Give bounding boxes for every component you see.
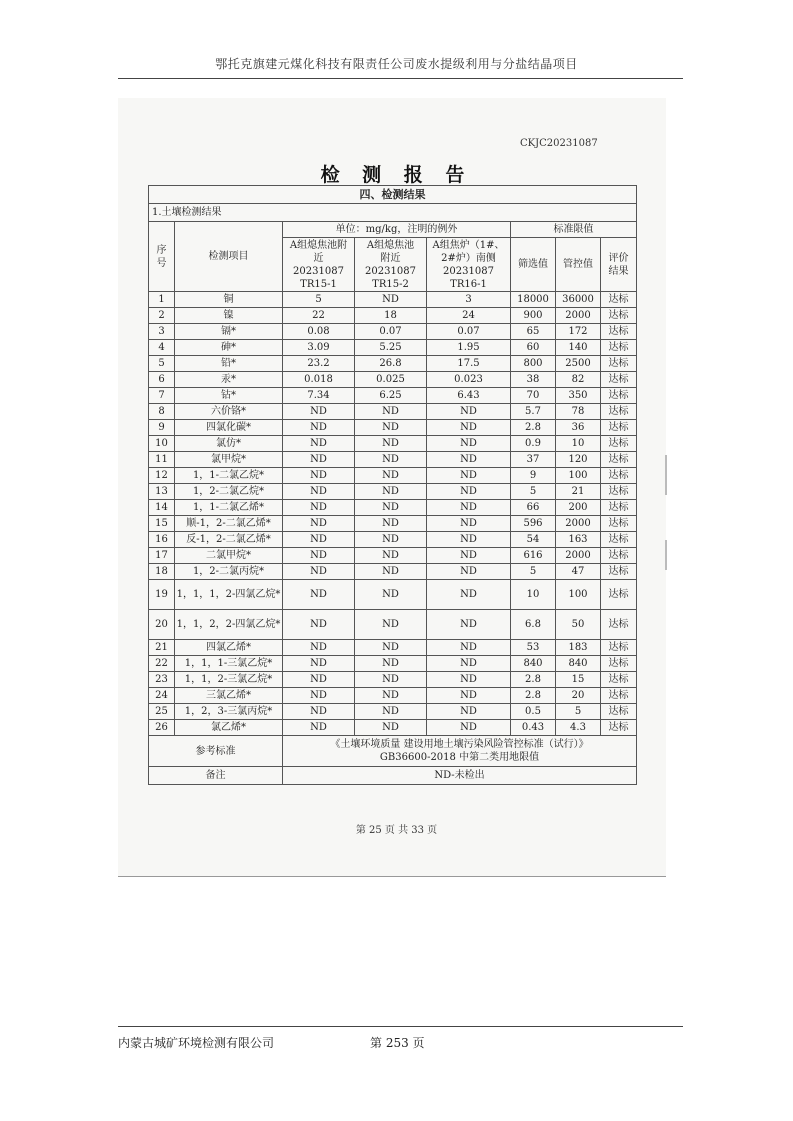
cell-control: 15 <box>556 672 601 688</box>
cell-sample-2: 6.25 <box>355 388 427 404</box>
cell-sample-3: ND <box>427 484 511 500</box>
cell-sample-1: ND <box>283 640 355 656</box>
cell-control: 82 <box>556 372 601 388</box>
soil-results-table <box>148 185 637 785</box>
cell-item: 反-1，2-二氯乙烯* <box>175 532 283 548</box>
cell-item: 1，1，1，2-四氯乙烷* <box>175 580 283 610</box>
cell-screen: 6.8 <box>511 610 556 640</box>
cell-sample-3: 0.023 <box>427 372 511 388</box>
table-row <box>149 656 637 672</box>
cell-seq: 24 <box>149 688 175 704</box>
cell-screen: 60 <box>511 340 556 356</box>
cell-result: 达标 <box>601 704 637 720</box>
cell-control: 36000 <box>556 292 601 308</box>
unit-note: 单位：mg/kg，注明的例外 <box>283 222 511 238</box>
cell-sample-2: ND <box>355 656 427 672</box>
cell-screen: 65 <box>511 324 556 340</box>
col-header-sample-2: A组熄焦池 附近 20231087 TR15-2 <box>355 238 427 292</box>
cell-seq: 2 <box>149 308 175 324</box>
cell-item: 镉* <box>175 324 283 340</box>
cell-sample-1: ND <box>283 532 355 548</box>
cell-result: 达标 <box>601 324 637 340</box>
cell-result: 达标 <box>601 610 637 640</box>
cell-sample-3: ND <box>427 672 511 688</box>
cell-sample-3: 24 <box>427 308 511 324</box>
cell-result: 达标 <box>601 420 637 436</box>
cell-sample-2: ND <box>355 640 427 656</box>
cell-result: 达标 <box>601 484 637 500</box>
cell-control: 840 <box>556 656 601 672</box>
cell-item: 四氯化碳* <box>175 420 283 436</box>
cell-seq: 17 <box>149 548 175 564</box>
table-row <box>149 564 637 580</box>
cell-sample-1: ND <box>283 720 355 736</box>
cell-item: 1，1，2，2-四氯乙烷* <box>175 610 283 640</box>
cell-seq: 9 <box>149 420 175 436</box>
cell-sample-2: ND <box>355 672 427 688</box>
cell-sample-3: ND <box>427 516 511 532</box>
scan-edge-mark <box>665 540 667 570</box>
cell-sample-2: 18 <box>355 308 427 324</box>
cell-sample-3: 0.07 <box>427 324 511 340</box>
cell-control: 36 <box>556 420 601 436</box>
cell-sample-2: ND <box>355 516 427 532</box>
cell-screen: 0.9 <box>511 436 556 452</box>
cell-sample-3: ND <box>427 436 511 452</box>
cell-item: 1，1-二氯乙烯* <box>175 500 283 516</box>
table-row <box>149 500 637 516</box>
cell-sample-3: ND <box>427 704 511 720</box>
cell-seq: 16 <box>149 532 175 548</box>
cell-control: 5 <box>556 704 601 720</box>
cell-seq: 14 <box>149 500 175 516</box>
cell-sample-3: ND <box>427 452 511 468</box>
cell-sample-3: ND <box>427 720 511 736</box>
note-label: 备注 <box>149 767 283 785</box>
cell-item: 1，1，1-三氯乙烷* <box>175 656 283 672</box>
cell-sample-2: ND <box>355 468 427 484</box>
cell-sample-2: ND <box>355 452 427 468</box>
cell-item: 四氯乙烯* <box>175 640 283 656</box>
table-row <box>149 388 637 404</box>
cell-sample-1: 0.018 <box>283 372 355 388</box>
cell-screen: 53 <box>511 640 556 656</box>
cell-item: 砷* <box>175 340 283 356</box>
cell-result: 达标 <box>601 548 637 564</box>
col-header-screen: 筛选值 <box>511 238 556 292</box>
cell-result: 达标 <box>601 516 637 532</box>
section-title: 四、检测结果 <box>149 186 637 204</box>
cell-item: 钴* <box>175 388 283 404</box>
cell-sample-2: ND <box>355 548 427 564</box>
cell-control: 200 <box>556 500 601 516</box>
cell-screen: 70 <box>511 388 556 404</box>
cell-control: 50 <box>556 610 601 640</box>
cell-sample-1: 22 <box>283 308 355 324</box>
table-row <box>149 704 637 720</box>
table-row <box>149 468 637 484</box>
cell-sample-2: ND <box>355 420 427 436</box>
cell-control: 100 <box>556 468 601 484</box>
cell-sample-3: ND <box>427 548 511 564</box>
results-table-wrapper <box>148 185 636 785</box>
cell-result: 达标 <box>601 340 637 356</box>
cell-control: 21 <box>556 484 601 500</box>
cell-sample-1: ND <box>283 436 355 452</box>
cell-control: 2000 <box>556 516 601 532</box>
cell-item: 铅* <box>175 356 283 372</box>
cell-control: 2500 <box>556 356 601 372</box>
cell-control: 163 <box>556 532 601 548</box>
cell-screen: 5.7 <box>511 404 556 420</box>
cell-screen: 616 <box>511 548 556 564</box>
cell-result: 达标 <box>601 640 637 656</box>
cell-sample-3: ND <box>427 500 511 516</box>
cell-item: 镍 <box>175 308 283 324</box>
cell-result: 达标 <box>601 436 637 452</box>
cell-result: 达标 <box>601 688 637 704</box>
cell-control: 172 <box>556 324 601 340</box>
cell-sample-2: 0.025 <box>355 372 427 388</box>
cell-sample-3: 3 <box>427 292 511 308</box>
cell-result: 达标 <box>601 564 637 580</box>
cell-sample-1: ND <box>283 580 355 610</box>
cell-sample-1: ND <box>283 704 355 720</box>
header-rule <box>118 78 683 79</box>
cell-sample-2: ND <box>355 580 427 610</box>
cell-sample-3: 1.95 <box>427 340 511 356</box>
report-page-number: 第 25 页 共 33 页 <box>355 825 438 836</box>
cell-result: 达标 <box>601 388 637 404</box>
cell-seq: 10 <box>149 436 175 452</box>
footer-page-number: 第 253 页 <box>370 1036 425 1050</box>
table-row <box>149 340 637 356</box>
table-row <box>149 688 637 704</box>
cell-seq: 12 <box>149 468 175 484</box>
scan-bottom-rule <box>118 876 666 877</box>
report-id: CKJC20231087 <box>520 138 598 149</box>
standard-limit-header: 标准限值 <box>511 222 637 238</box>
cell-sample-2: ND <box>355 564 427 580</box>
cell-control: 10 <box>556 436 601 452</box>
cell-result: 达标 <box>601 500 637 516</box>
cell-control: 2000 <box>556 548 601 564</box>
cell-sample-3: ND <box>427 532 511 548</box>
cell-result: 达标 <box>601 672 637 688</box>
cell-sample-3: ND <box>427 610 511 640</box>
cell-control: 20 <box>556 688 601 704</box>
subsection-title: 1.土壤检测结果 <box>149 204 637 222</box>
cell-sample-3: ND <box>427 656 511 672</box>
cell-sample-1: ND <box>283 452 355 468</box>
table-row <box>149 452 637 468</box>
cell-control: 4.3 <box>556 720 601 736</box>
cell-screen: 37 <box>511 452 556 468</box>
table-row <box>149 324 637 340</box>
col-header-sample-1: A组熄焦池附 近 20231087 TR15-1 <box>283 238 355 292</box>
cell-result: 达标 <box>601 580 637 610</box>
cell-seq: 26 <box>149 720 175 736</box>
report-title: 检 测 报 告 <box>320 164 473 186</box>
col-header-item: 检测项目 <box>175 222 283 292</box>
cell-sample-2: ND <box>355 688 427 704</box>
cell-result: 达标 <box>601 308 637 324</box>
cell-sample-2: ND <box>355 532 427 548</box>
cell-screen: 10 <box>511 580 556 610</box>
cell-screen: 0.43 <box>511 720 556 736</box>
cell-screen: 800 <box>511 356 556 372</box>
cell-seq: 20 <box>149 610 175 640</box>
cell-seq: 6 <box>149 372 175 388</box>
cell-sample-1: ND <box>283 420 355 436</box>
cell-control: 100 <box>556 580 601 610</box>
cell-control: 120 <box>556 452 601 468</box>
cell-control: 2000 <box>556 308 601 324</box>
col-header-control: 管控值 <box>556 238 601 292</box>
table-row <box>149 720 637 736</box>
cell-seq: 21 <box>149 640 175 656</box>
cell-item: 1，2-二氯丙烷* <box>175 564 283 580</box>
table-row <box>149 672 637 688</box>
cell-screen: 2.8 <box>511 420 556 436</box>
reference-text: 《土壤环境质量 建设用地土壤污染风险管控标准（试行）》 GB36600-2018 中第二类用地限值 <box>283 736 637 767</box>
cell-sample-2: ND <box>355 720 427 736</box>
cell-sample-1: ND <box>283 484 355 500</box>
cell-item: 顺-1，2-二氯乙烯* <box>175 516 283 532</box>
cell-sample-1: 7.34 <box>283 388 355 404</box>
cell-seq: 4 <box>149 340 175 356</box>
cell-item: 1，1，2-三氯乙烷* <box>175 672 283 688</box>
cell-sample-1: 23.2 <box>283 356 355 372</box>
cell-sample-2: ND <box>355 500 427 516</box>
cell-sample-2: 0.07 <box>355 324 427 340</box>
table-row <box>149 484 637 500</box>
table-row <box>149 516 637 532</box>
cell-sample-3: 6.43 <box>427 388 511 404</box>
cell-sample-1: 5 <box>283 292 355 308</box>
cell-result: 达标 <box>601 532 637 548</box>
cell-result: 达标 <box>601 656 637 672</box>
cell-control: 78 <box>556 404 601 420</box>
cell-seq: 25 <box>149 704 175 720</box>
col-header-seq: 序号 <box>149 222 175 292</box>
cell-control: 47 <box>556 564 601 580</box>
cell-sample-1: ND <box>283 672 355 688</box>
table-row <box>149 420 637 436</box>
footer-rule <box>118 1026 683 1027</box>
cell-item: 1，2-二氯乙烷* <box>175 484 283 500</box>
cell-result: 达标 <box>601 404 637 420</box>
cell-sample-1: 3.09 <box>283 340 355 356</box>
cell-sample-3: ND <box>427 404 511 420</box>
cell-screen: 2.8 <box>511 688 556 704</box>
col-header-sample-3: A组焦炉（1#、 2#炉）南侧 20231087 TR16-1 <box>427 238 511 292</box>
cell-sample-3: ND <box>427 468 511 484</box>
cell-sample-2: ND <box>355 610 427 640</box>
table-row <box>149 436 637 452</box>
cell-item: 氯甲烷* <box>175 452 283 468</box>
cell-item: 1，1-二氯乙烷* <box>175 468 283 484</box>
table-row <box>149 532 637 548</box>
cell-screen: 596 <box>511 516 556 532</box>
cell-screen: 2.8 <box>511 672 556 688</box>
cell-sample-2: ND <box>355 404 427 420</box>
reference-label: 参考标准 <box>149 736 283 767</box>
cell-control: 140 <box>556 340 601 356</box>
cell-sample-2: ND <box>355 704 427 720</box>
scan-edge-mark <box>665 455 667 495</box>
cell-seq: 3 <box>149 324 175 340</box>
note-text: ND-未检出 <box>283 767 637 785</box>
cell-sample-2: 26.8 <box>355 356 427 372</box>
cell-sample-1: ND <box>283 610 355 640</box>
cell-result: 达标 <box>601 356 637 372</box>
cell-result: 达标 <box>601 468 637 484</box>
cell-sample-1: ND <box>283 404 355 420</box>
cell-item: 氯仿* <box>175 436 283 452</box>
table-row <box>149 610 637 640</box>
table-row <box>149 548 637 564</box>
cell-sample-1: 0.08 <box>283 324 355 340</box>
table-row <box>149 308 637 324</box>
cell-sample-1: ND <box>283 656 355 672</box>
cell-sample-3: 17.5 <box>427 356 511 372</box>
cell-item: 二氯甲烷* <box>175 548 283 564</box>
cell-screen: 38 <box>511 372 556 388</box>
cell-seq: 7 <box>149 388 175 404</box>
cell-seq: 5 <box>149 356 175 372</box>
cell-sample-1: ND <box>283 564 355 580</box>
cell-seq: 11 <box>149 452 175 468</box>
cell-sample-1: ND <box>283 468 355 484</box>
cell-control: 350 <box>556 388 601 404</box>
cell-sample-1: ND <box>283 500 355 516</box>
cell-screen: 5 <box>511 564 556 580</box>
table-row <box>149 404 637 420</box>
cell-seq: 1 <box>149 292 175 308</box>
cell-seq: 8 <box>149 404 175 420</box>
cell-seq: 22 <box>149 656 175 672</box>
cell-seq: 19 <box>149 580 175 610</box>
cell-sample-1: ND <box>283 688 355 704</box>
table-row <box>149 372 637 388</box>
cell-screen: 5 <box>511 484 556 500</box>
cell-seq: 13 <box>149 484 175 500</box>
cell-sample-2: ND <box>355 484 427 500</box>
table-row <box>149 640 637 656</box>
cell-result: 达标 <box>601 292 637 308</box>
col-header-eval: 评价 结果 <box>601 238 637 292</box>
table-row <box>149 356 637 372</box>
cell-screen: 840 <box>511 656 556 672</box>
footer-company: 内蒙古城矿环境检测有限公司 <box>118 1036 275 1050</box>
cell-seq: 15 <box>149 516 175 532</box>
cell-sample-2: ND <box>355 436 427 452</box>
cell-screen: 0.5 <box>511 704 556 720</box>
cell-control: 183 <box>556 640 601 656</box>
cell-result: 达标 <box>601 452 637 468</box>
cell-sample-2: 5.25 <box>355 340 427 356</box>
cell-item: 六价铬* <box>175 404 283 420</box>
cell-sample-1: ND <box>283 548 355 564</box>
cell-sample-3: ND <box>427 580 511 610</box>
table-row <box>149 292 637 308</box>
cell-screen: 54 <box>511 532 556 548</box>
cell-sample-3: ND <box>427 688 511 704</box>
cell-item: 三氯乙烯* <box>175 688 283 704</box>
cell-sample-3: ND <box>427 640 511 656</box>
cell-sample-3: ND <box>427 420 511 436</box>
cell-item: 1，2，3-三氯丙烷* <box>175 704 283 720</box>
cell-screen: 66 <box>511 500 556 516</box>
cell-item: 铜 <box>175 292 283 308</box>
cell-screen: 18000 <box>511 292 556 308</box>
cell-item: 汞* <box>175 372 283 388</box>
cell-sample-3: ND <box>427 564 511 580</box>
cell-screen: 900 <box>511 308 556 324</box>
cell-seq: 18 <box>149 564 175 580</box>
cell-screen: 9 <box>511 468 556 484</box>
cell-seq: 23 <box>149 672 175 688</box>
cell-result: 达标 <box>601 720 637 736</box>
table-row <box>149 580 637 610</box>
cell-sample-1: ND <box>283 516 355 532</box>
cell-result: 达标 <box>601 372 637 388</box>
cell-sample-2: ND <box>355 292 427 308</box>
cell-item: 氯乙烯* <box>175 720 283 736</box>
document-header-title: 鄂托克旗建元煤化科技有限责任公司废水提级利用与分盐结晶项目 <box>215 57 578 71</box>
